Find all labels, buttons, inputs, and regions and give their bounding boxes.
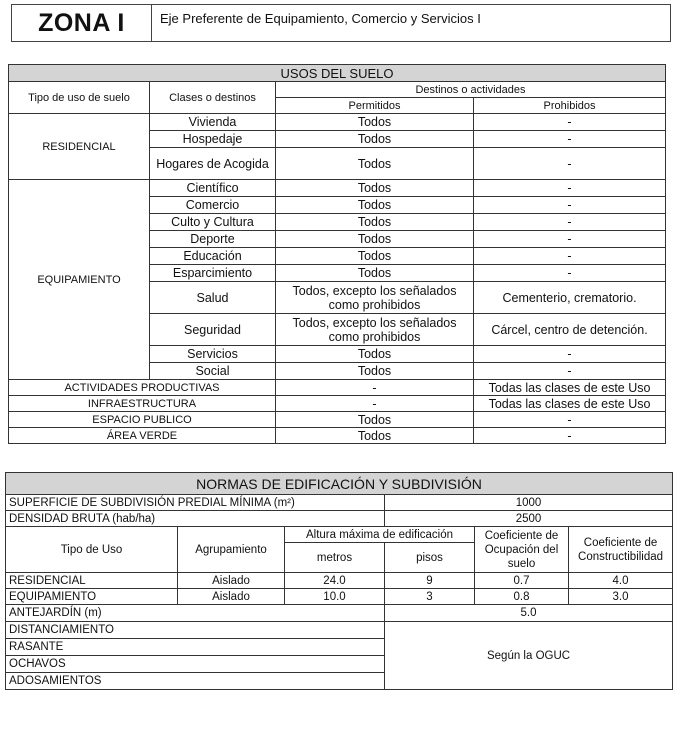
tipo-cell: ESPACIO PUBLICO [9,412,276,428]
permitidos-cell: Todos [276,428,474,444]
permitidos-cell: Todos, excepto los señalados como prohibidos [276,282,474,314]
col-agrupamiento: Agrupamiento [178,527,285,573]
clase-cell: Esparcimiento [150,265,276,282]
prohibidos-cell: - [474,428,666,444]
clase-cell: Deporte [150,231,276,248]
permitidos-cell: Todos [276,197,474,214]
table-row [6,573,673,589]
clase-cell: Salud [150,282,276,314]
oguc-item: ADOSAMIENTOS [6,673,385,690]
clase-cell: Comercio [150,197,276,214]
zone-title: ZONA I [12,5,152,41]
zone-header [11,4,671,42]
pisos-cell: 3 [385,589,475,605]
prohibidos-cell: - [474,248,666,265]
prohibidos-cell: Todas las clases de este Uso [474,380,666,396]
clase-cell: Científico [150,180,276,197]
prohibidos-cell: - [474,412,666,428]
col-tipo-uso-suelo: Tipo de uso de suelo [9,82,150,114]
permitidos-cell: Todos [276,231,474,248]
permitidos-cell: Todos [276,248,474,265]
pisos-cell: 9 [385,573,475,589]
tipo-equipamiento: EQUIPAMIENTO [9,180,150,380]
superficie-value: 1000 [385,495,673,511]
tipo-cell: INFRAESTRUCTURA [9,396,276,412]
col-clases-destinos: Clases o destinos [150,82,276,114]
superficie-label: SUPERFICIE DE SUBDIVISIÓN PREDIAL MÍNIMA (m²) [6,495,385,511]
col-metros: metros [285,543,385,573]
normas-edificacion-table [5,472,673,690]
clase-cell: Hogares de Acogida [150,148,276,180]
tipo-cell: ÁREA VERDE [9,428,276,444]
clase-cell: Servicios [150,346,276,363]
tipo-cell: EQUIPAMIENTO [6,589,178,605]
table-row [6,589,673,605]
table-row [6,511,673,527]
table-row [9,412,666,428]
oguc-item: DISTANCIAMIENTO [6,622,385,639]
table-row [6,495,673,511]
col-altura-maxima: Altura máxima de edificación [285,527,475,543]
constructibilidad-cell: 4.0 [569,573,673,589]
tipo-residencial: RESIDENCIAL [9,114,150,180]
permitidos-cell: Todos [276,346,474,363]
clase-cell: Culto y Cultura [150,214,276,231]
agrupamiento-cell: Aislado [178,589,285,605]
clase-cell: Seguridad [150,314,276,346]
usos-del-suelo-table [8,64,666,444]
prohibidos-cell: - [474,148,666,180]
clase-cell: Vivienda [150,114,276,131]
permitidos-cell: Todos [276,214,474,231]
densidad-label: DENSIDAD BRUTA (hab/ha) [6,511,385,527]
ocupacion-cell: 0.7 [475,573,569,589]
permitidos-cell: Todos [276,180,474,197]
prohibidos-cell: - [474,131,666,148]
antejardin-value: 5.0 [385,605,673,622]
permitidos-cell: Todos [276,363,474,380]
table-row [9,180,666,197]
prohibidos-cell: - [474,265,666,282]
oguc-item: RASANTE [6,639,385,656]
permitidos-cell: Todos [276,265,474,282]
tipo-cell: ACTIVIDADES PRODUCTIVAS [9,380,276,396]
prohibidos-cell: - [474,180,666,197]
tipo-cell: RESIDENCIAL [6,573,178,589]
clase-cell: Social [150,363,276,380]
col-permitidos: Permitidos [276,98,474,114]
col-pisos: pisos [385,543,475,573]
table-row [9,396,666,412]
constructibilidad-cell: 3.0 [569,589,673,605]
prohibidos-cell: - [474,346,666,363]
permitidos-cell: Todos [276,114,474,131]
usos-title: USOS DEL SUELO [9,65,666,82]
clase-cell: Educación [150,248,276,265]
permitidos-cell: - [276,380,474,396]
col-prohibidos: Prohibidos [474,98,666,114]
table-row [9,380,666,396]
table-row [6,622,673,639]
metros-cell: 24.0 [285,573,385,589]
prohibidos-cell: - [474,231,666,248]
prohibidos-cell: - [474,114,666,131]
prohibidos-cell: - [474,363,666,380]
col-coef-ocupacion: Coeficiente de Ocupación del suelo [475,527,569,573]
prohibidos-cell: Cementerio, crematorio. [474,282,666,314]
col-destinos-actividades: Destinos o actividades [276,82,666,98]
prohibidos-cell: - [474,214,666,231]
table-row [6,605,673,622]
agrupamiento-cell: Aislado [178,573,285,589]
antejardin-label: ANTEJARDÍN (m) [6,605,385,622]
oguc-value: Según la OGUC [385,622,673,690]
prohibidos-cell: Todas las clases de este Uso [474,396,666,412]
metros-cell: 10.0 [285,589,385,605]
permitidos-cell: Todos, excepto los señalados como prohibidos [276,314,474,346]
clase-cell: Hospedaje [150,131,276,148]
table-row [9,114,666,131]
densidad-value: 2500 [385,511,673,527]
table-row [9,428,666,444]
prohibidos-cell: Cárcel, centro de detención. [474,314,666,346]
prohibidos-cell: - [474,197,666,214]
zone-description: Eje Preferente de Equipamiento, Comercio y Servicios I [160,11,481,26]
permitidos-cell: Todos [276,131,474,148]
permitidos-cell: Todos [276,412,474,428]
normas-title: NORMAS DE EDIFICACIÓN Y SUBDIVISIÓN [6,473,673,495]
permitidos-cell: Todos [276,148,474,180]
permitidos-cell: - [276,396,474,412]
oguc-item: OCHAVOS [6,656,385,673]
col-tipo-uso: Tipo de Uso [6,527,178,573]
ocupacion-cell: 0.8 [475,589,569,605]
col-coef-constructibilidad: Coeficiente de Constructibilidad [569,527,673,573]
